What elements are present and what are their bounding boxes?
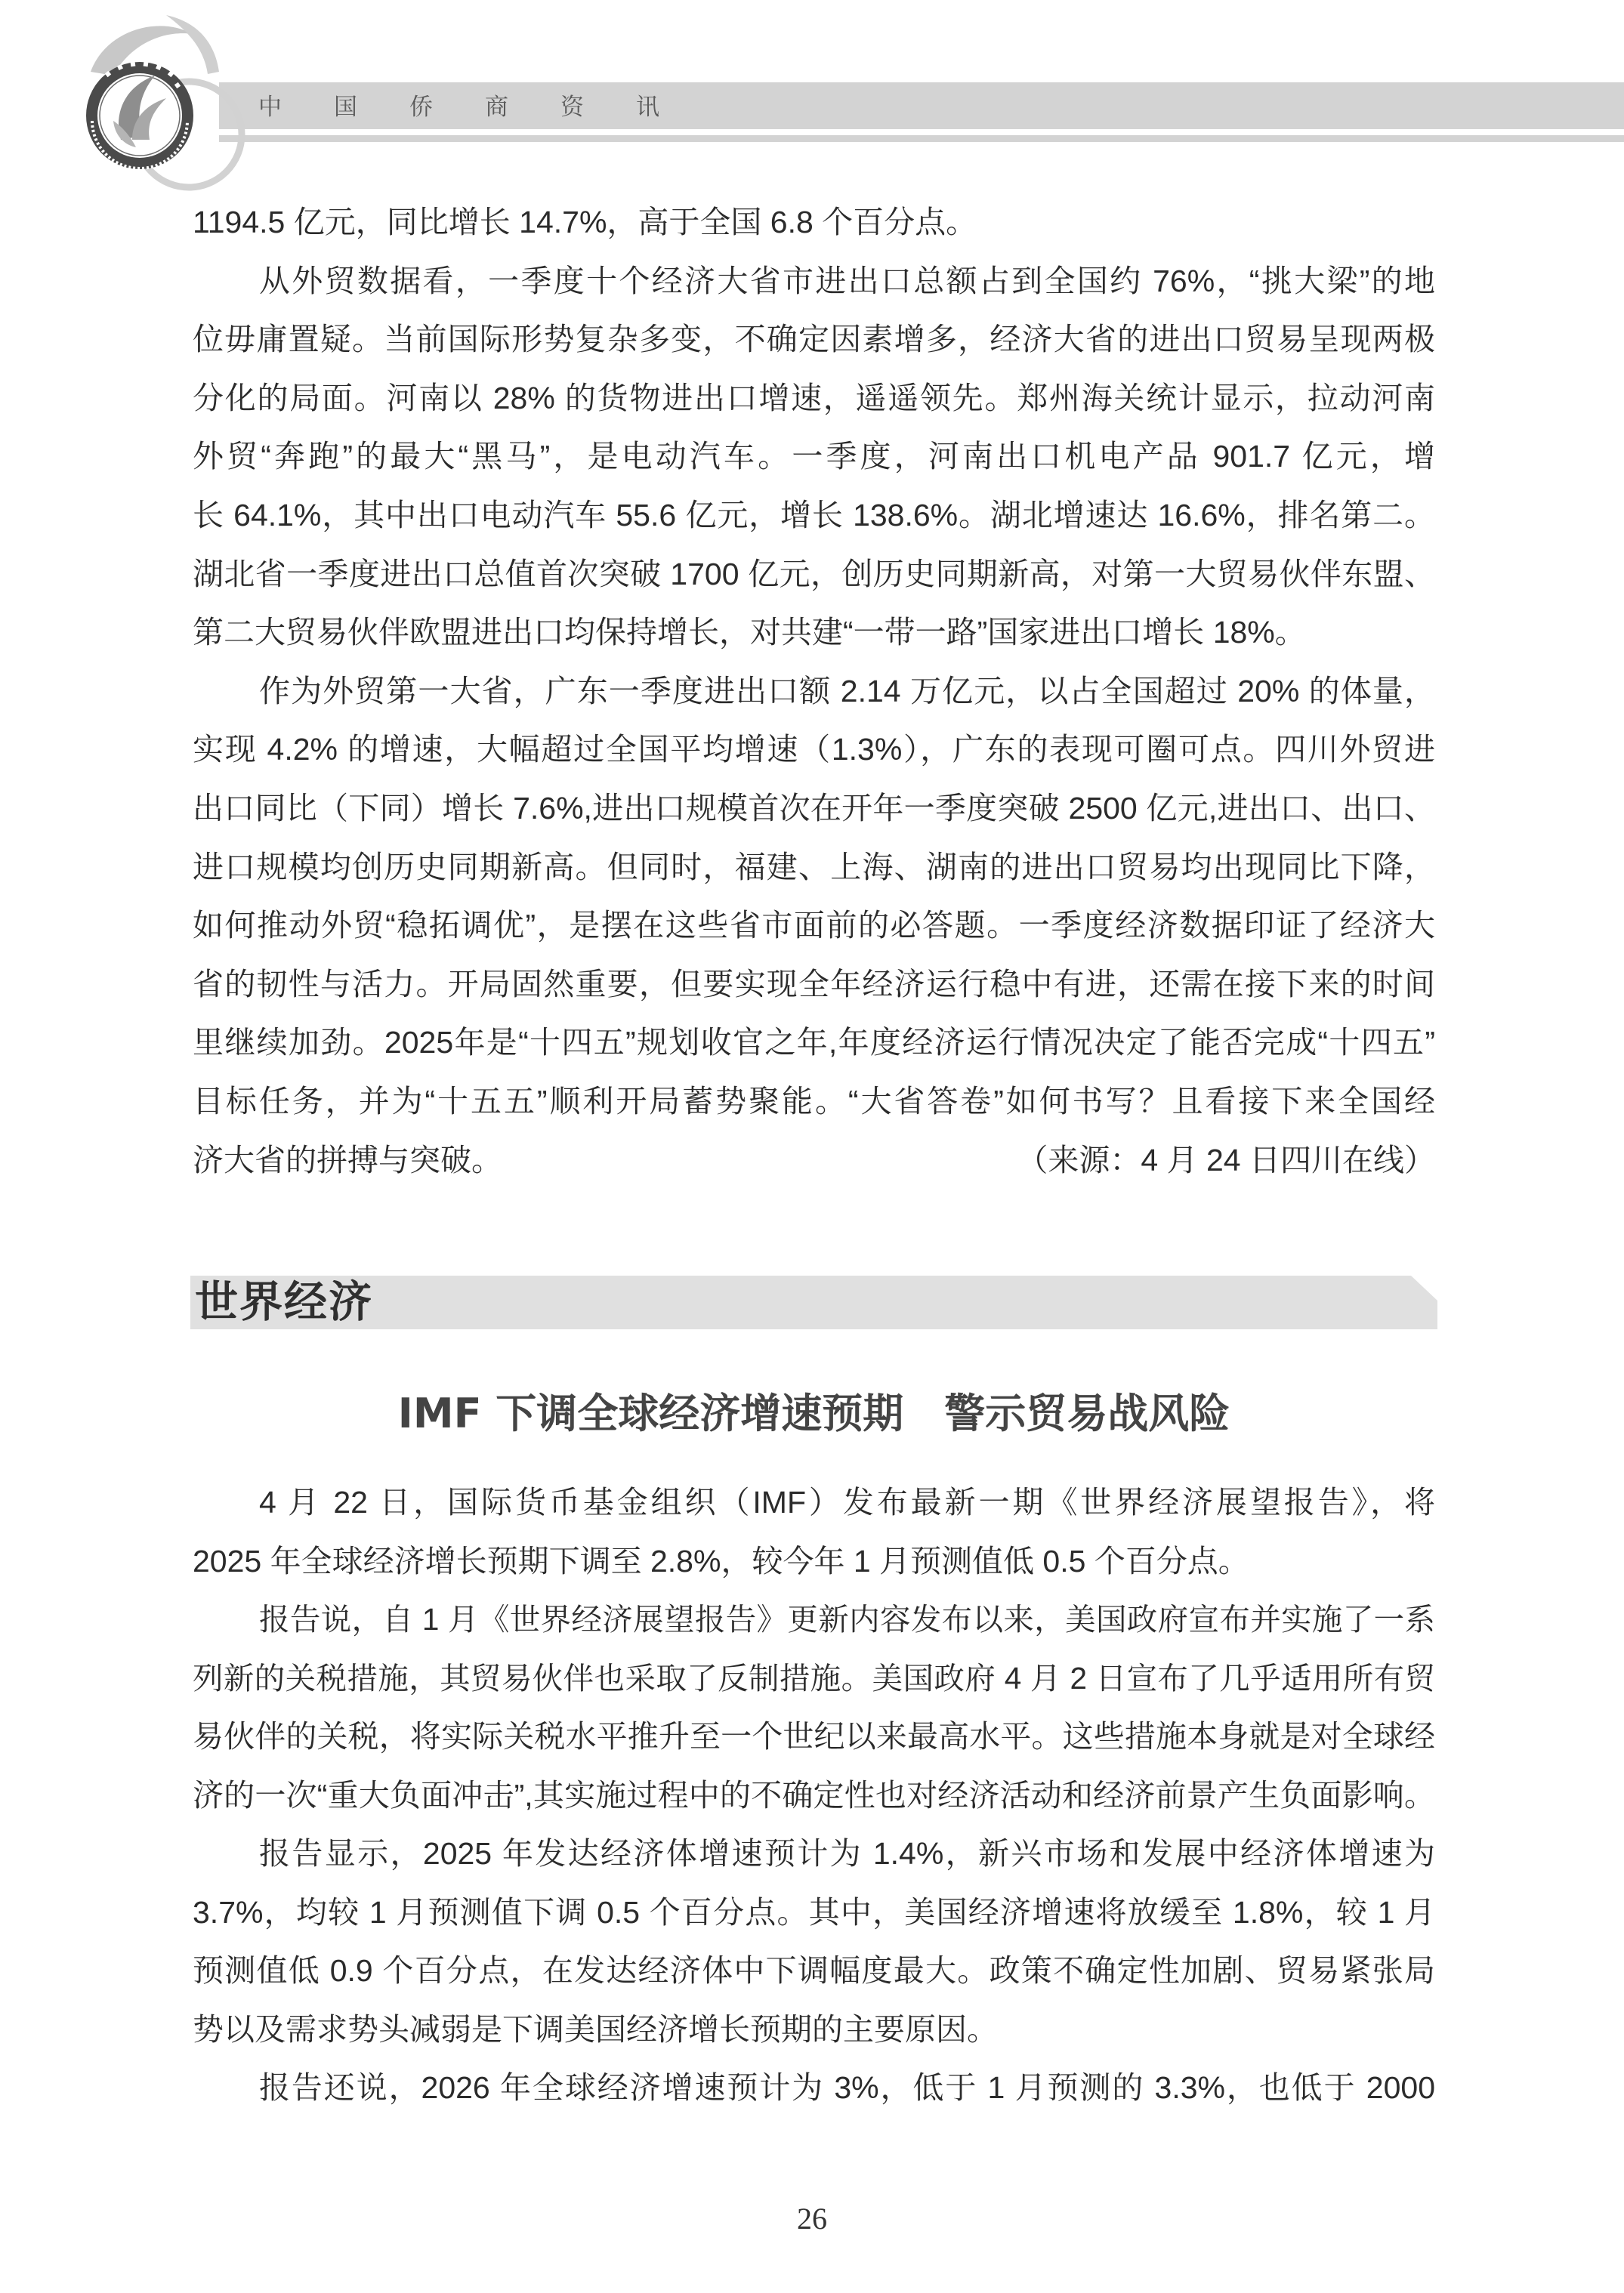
- body-line: 如何推动外贸“稳拓调优”，是摆在这些省市面前的必答题。一季度经济数据印证了经济大: [193, 908, 1435, 943]
- header-rule: [219, 135, 1624, 142]
- magazine-title: [258, 89, 712, 125]
- section-title: 世界经济: [195, 1276, 373, 1327]
- body-line: 外贸“奔跑”的最大“黑马”，是电动汽车。一季度，河南出口机电产品 901.7 亿元，增: [193, 439, 1435, 474]
- section-bar: [190, 1276, 1437, 1329]
- magazine-title-char: 资: [560, 94, 584, 121]
- magazine-title-char: 商: [485, 94, 508, 121]
- body-line: 分化的局面。河南以 28% 的货物进出口增速，遥遥领先。郑州海关统计显示，拉动河南: [193, 381, 1435, 415]
- body-line: 第二大贸易伙伴欧盟进出口均保持增长，对共建“一带一路”国家进出口增长 18%。: [193, 615, 1306, 650]
- body-line: 济大省的拼搏与突破。: [193, 1143, 502, 1177]
- body-line: 报告还说，2026 年全球经济增速预计为 3%，低于 1 月预测的 3.3%，也低于 2000: [259, 2070, 1435, 2105]
- magazine-title-char: 中: [258, 94, 282, 121]
- magazine-title-char: 侨: [409, 94, 433, 121]
- body-line: 4 月 22 日，国际货币基金组织（IMF）发布最新一期《世界经济展望报告》，将: [259, 1485, 1435, 1520]
- body-line: 1194.5 亿元，同比增长 14.7%，高于全国 6.8 个百分点。: [193, 205, 977, 239]
- body-line: 列新的关税措施，其贸易伙伴也采取了反制措施。美国政府 4 月 2 日宣布了几乎适用所有贸: [193, 1661, 1435, 1696]
- body-line: 实现 4.2% 的增速，大幅超过全国平均增速（1.3%），广东的表现可圈可点。四川外贸进: [193, 732, 1435, 767]
- magazine-title-char: 国: [334, 94, 357, 121]
- body-line: 预测值低 0.9 个百分点，在发达经济体中下调幅度最大。政策不确定性加剧、贸易紧张局: [193, 1953, 1435, 1988]
- body-line: 2025 年全球经济增长预期下调至 2.8%，较今年 1 月预测值低 0.5 个百分点。: [193, 1544, 1249, 1579]
- body-line: 目标任务，并为“十五五”顺利开局蓄势聚能。“大省答卷”如何书写？且看接下来全国经: [193, 1084, 1436, 1119]
- body-line: 进口规模均创历史同期新高。但同时，福建、上海、湖南的进出口贸易均出现同比下降，: [193, 850, 1435, 884]
- body-line: 济的一次“重大负面冲击”,其实施过程中的不确定性也对经济活动和经济前景产生负面影响。: [193, 1778, 1435, 1813]
- magazine-title-char: 讯: [636, 94, 659, 121]
- source-note: （来源：4 月 24 日四川在线）: [1017, 1143, 1435, 1177]
- body-line: 长 64.1%，其中出口电动汽车 55.6 亿元，增长 138.6%。湖北增速达 16.6%，排名第二。: [193, 498, 1435, 532]
- body-line: 从外贸数据看，一季度十个经济大省市进出口总额占到全国约 76%，“挑大梁”的地: [259, 264, 1435, 298]
- body-line: 作为外贸第一大省，广东一季度进出口额 2.14 万亿元，以占全国超过 20% 的体量，: [259, 674, 1435, 708]
- body-line: 位毋庸置疑。当前国际形势复杂多变，不确定因素增多，经济大省的进出口贸易呈现两极: [193, 322, 1435, 356]
- federation-logo-icon: [60, 0, 272, 196]
- body-line: 易伙伴的关税，将实际关税水平推升至一个世纪以来最高水平。这些措施本身就是对全球经: [193, 1719, 1435, 1754]
- body-line: 出口同比（下同）增长 7.6%,进出口规模首次在开年一季度突破 2500 亿元,进出口、出口、: [193, 791, 1435, 826]
- body-line: 报告说，自 1 月《世界经济展望报告》更新内容发布以来，美国政府宣布并实施了一系: [259, 1602, 1435, 1637]
- body-line: 报告显示，2025 年发达经济体增速预计为 1.4%，新兴市场和发展中经济体增速为: [259, 1836, 1435, 1871]
- body-line: 省的韧性与活力。开局固然重要，但要实现全年经济运行稳中有进，还需在接下来的时间: [193, 967, 1435, 1001]
- body-line: 3.7%，均较 1 月预测值下调 0.5 个百分点。其中，美国经济增速将放缓至 1.8%，较 1 月: [193, 1895, 1435, 1930]
- body-line: 里继续加劲。2025年是“十四五”规划收官之年,年度经济运行情况决定了能否完成“十四五”: [193, 1025, 1435, 1060]
- page-number: 26: [797, 2202, 827, 2236]
- article-title: IMF 下调全球经济增速预期 警示贸易战风险: [397, 1390, 1230, 1437]
- body-line: 湖北省一季度进出口总值首次突破 1700 亿元，创历史同期新高，对第一大贸易伙伴东盟、: [193, 557, 1435, 591]
- body-line: 势以及需求势头减弱是下调美国经济增长预期的主要原因。: [193, 2012, 998, 2047]
